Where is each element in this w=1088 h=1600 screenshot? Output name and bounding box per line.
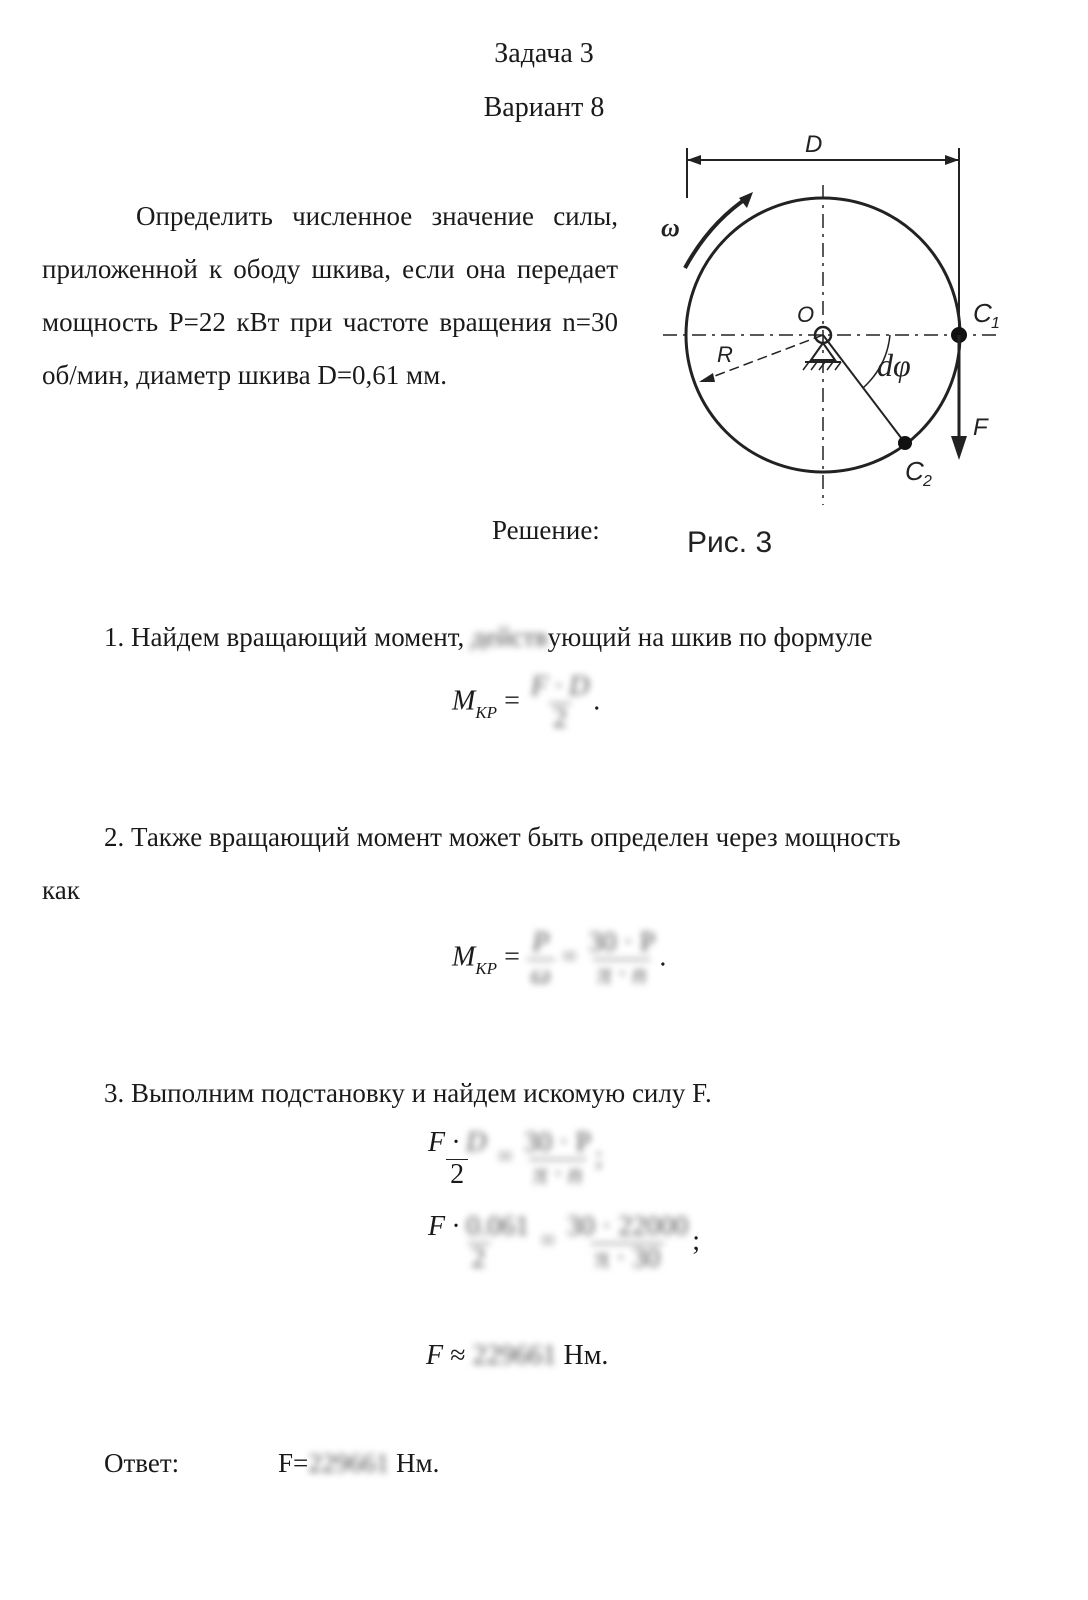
step1-sub: KP	[475, 702, 498, 722]
step3-eq1-den: 2	[446, 1159, 468, 1191]
label-c1: C	[973, 298, 992, 328]
step1-formula	[452, 672, 600, 735]
step3-eq2-den2: π · 30	[591, 1243, 664, 1275]
step2-text-cont: как	[42, 875, 80, 905]
step2-num1: P	[532, 927, 550, 958]
label-dphi: dφ	[877, 347, 911, 383]
label-d: D	[805, 131, 823, 158]
step3-eq2-eq: =	[540, 1225, 556, 1257]
step3-equation1	[424, 1128, 603, 1191]
step3-eq2-f: F ·	[428, 1211, 460, 1242]
step3-eq2-num: 0.061	[466, 1211, 530, 1242]
step3-result	[426, 1340, 608, 1372]
label-f: F	[973, 414, 988, 441]
figure-caption: Рис. 3	[687, 526, 773, 559]
step2-end: .	[659, 941, 667, 973]
step3-eq1-f: F ·	[428, 1127, 460, 1158]
step1-lhs: M	[452, 685, 476, 717]
step3-equation2	[424, 1212, 700, 1275]
label-c2: C	[905, 456, 924, 486]
label-o: O	[797, 302, 815, 327]
label-omega: ω	[661, 213, 680, 242]
step3-eq2-num2: 30 · 22000	[566, 1211, 689, 1242]
answer-unit: Нм.	[396, 1448, 440, 1478]
step2-den1: ω	[527, 959, 555, 991]
step3-eq1-num: D	[466, 1127, 487, 1158]
task-title: Задача 3	[494, 38, 594, 69]
step1-den: 2	[549, 703, 571, 735]
step3-eq2-end: ;	[692, 1225, 701, 1257]
step1-end: .	[593, 685, 601, 717]
step3-eq1-eq: =	[497, 1141, 514, 1173]
step2-sub: KP	[475, 958, 498, 978]
step3-result-f: F	[426, 1340, 444, 1371]
step2-rhs	[527, 928, 659, 991]
answer-value: 229661	[308, 1448, 390, 1478]
pulley-figure	[655, 130, 1005, 570]
step1-text	[104, 622, 872, 653]
step3-eq1-num2: 30 · P	[524, 1127, 592, 1158]
step1-text-part2: ующий на шкив по формуле	[547, 622, 873, 652]
pulley-diagram	[655, 130, 1005, 570]
step2-eq: =	[504, 941, 520, 973]
step1-fraction	[527, 672, 593, 735]
step2-num2: 30 · P	[588, 927, 656, 958]
step3-eq1-end: ;	[595, 1141, 603, 1173]
step3-eq2-rhs	[540, 1212, 692, 1275]
step1-text-part1: 1. Найдем вращающий момент,	[104, 622, 471, 652]
step2-den2: π · n	[593, 959, 650, 991]
answer-label: Ответ:	[104, 1448, 180, 1478]
step2-formula	[452, 928, 666, 991]
label-c2-sub: 2	[923, 473, 932, 490]
solution-heading: Решение:	[492, 515, 600, 545]
step1-eq: =	[504, 685, 520, 717]
label-c1-sub: 1	[991, 315, 1000, 332]
answer-prefix: F=	[278, 1448, 309, 1478]
step3-eq1-den2: π · n	[529, 1159, 586, 1191]
step3-eq1-rhs	[497, 1128, 602, 1191]
variant-title: Вариант 8	[483, 92, 605, 123]
answer-value-line	[278, 1448, 439, 1479]
step3-eq2-den: 2	[468, 1243, 490, 1275]
step2-text: 2. Также вращающий момент может быть определен через мощность	[104, 822, 901, 852]
step1-text-blurred: действ	[470, 622, 548, 652]
step3-result-value: 229661	[472, 1340, 557, 1371]
step2-eq2: =	[561, 941, 578, 973]
problem-statement: Определить численное значение силы, приложенной к ободу шкива, если она передает мощность Р=22 кВт при частоте вращения n=30 об/мин, диаметр шкива D=0,61 мм.	[42, 201, 618, 390]
step3-result-unit: Нм.	[563, 1340, 609, 1371]
step3-result-approx: ≈	[450, 1340, 466, 1371]
step2-lhs: M	[452, 941, 476, 973]
label-r: R	[717, 342, 733, 367]
step3-text: 3. Выполним подстановку и найдем искомую силу F.	[104, 1078, 712, 1108]
step1-num: F · D	[530, 671, 590, 702]
